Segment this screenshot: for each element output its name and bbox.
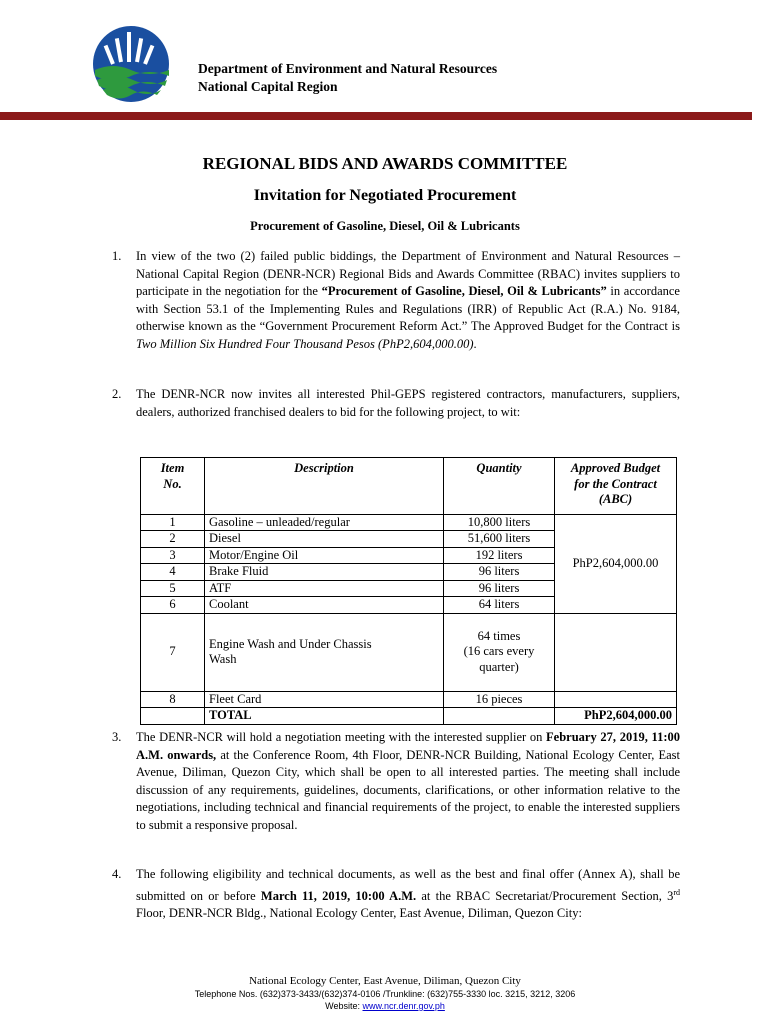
- agency-line-2: National Capital Region: [198, 79, 338, 94]
- footer-website: Website: www.ncr.denr.gov.ph: [325, 1001, 445, 1011]
- total-label: TOTAL: [205, 708, 444, 725]
- committee-title: REGIONAL BIDS AND AWARDS COMMITTEE: [202, 154, 568, 173]
- footer-phones: Telephone Nos. (632)373-3433/(632)374-0106 /Trunkline: (632)755-3330 loc. 3215, 3212, 3206: [194, 989, 576, 999]
- paragraph-4: 4. The following eligibility and technical documents, as well as the best and final offer (Annex A), shall be submitted on or before March 11, 2019, 10:00 A.M. at the RBAC Secretariat/Procurement Section, 3rd Floor, DENR-NCR Bldg., National Ecology Center, East Avenue, Diliman, Quezon City:: [112, 867, 681, 921]
- paragraph-1: 1. In view of the two (2) failed public biddings, the Department of Environment and Natural Resources – National Capital Region (DENR-NCR) Regional Bids and Awards Committee (RBAC) invites suppliers to participate in the negotiation for the “Procurement of Gasoline, Diesel, Oil & Lubricants” in accordance with Section 53.1 of the Implementing Rules and Regulations (IRR) of Republic Act (R.A.) No. 9184, otherwise known as the “Government Procurement Reform Act.” The Approved Budget for the Contract is Two Million Six Hundred Four Thousand Pesos (PhP2,604,000.00).: [112, 249, 680, 351]
- table-row: 3 Motor/Engine Oil 192 liters: [141, 547, 677, 564]
- denr-logo: [83, 24, 179, 104]
- invitation-title: Invitation for Negotiated Procurement: [253, 187, 517, 204]
- table-row: 6 Coolant 64 liters: [141, 597, 677, 614]
- table-row: 2 Diesel 51,600 liters: [141, 531, 677, 548]
- table-row: 5 ATF 96 liters: [141, 580, 677, 597]
- website-link[interactable]: www.ncr.denr.gov.ph: [362, 1001, 445, 1011]
- table-row: 4 Brake Fluid 96 liters: [141, 564, 677, 581]
- table-row: 7 Engine Wash and Under Chassis Wash 64 times (16 cars every quarter): [141, 613, 677, 691]
- paragraph-number: 2.: [112, 387, 122, 401]
- footer-address: National Ecology Center, East Avenue, Diliman, Quezon City: [249, 975, 521, 987]
- table-header-row: [141, 458, 677, 515]
- agency-name: [198, 60, 497, 96]
- paragraph-number: 4.: [112, 867, 122, 881]
- total-value: PhP2,604,000.00: [555, 708, 677, 725]
- paragraph-2: 2. The DENR-NCR now invites all interested Phil-GEPS registered contractors, manufacturers, suppliers, dealers, authorized franchised dealers to bid for the following project, to wit:: [112, 387, 680, 419]
- header-item-no: Item No.: [141, 458, 205, 515]
- table-row: 8 Fleet Card 16 pieces: [141, 691, 677, 708]
- header-rule: [0, 112, 752, 120]
- agency-line-1: Department of Environment and Natural Resources: [198, 61, 498, 76]
- paragraph-3: 3. The DENR-NCR will hold a negotiation meeting with the interested supplier on February 27, 2019, 11:00 A.M. onwards, at the Conference Room, 4th Floor, DENR-NCR Building, National Ecology Center, East Avenue, Diliman, Quezon City, which shall be open to all interested parties. The meeting shall include discussion of any requirements, guidelines, documents, clarifications, or other information relative to the negotiations, including technical and financial requirements of the project, to enable the interested suppliers to submit a responsive proposal.: [112, 730, 681, 832]
- abc-value: PhP2,604,000.00: [555, 514, 677, 613]
- subject-title: Procurement of Gasoline, Diesel, Oil & Lubricants: [250, 219, 520, 233]
- table-row: 1 Gasoline – unleaded/regular 10,800 liters PhP2,604,000.00: [141, 514, 677, 531]
- total-row: [141, 708, 677, 725]
- header-quantity: Quantity: [444, 458, 555, 515]
- paragraph-number: 1.: [112, 249, 122, 263]
- header-abc: Approved Budget for the Contract (ABC): [555, 458, 677, 515]
- paragraph-number: 3.: [112, 730, 122, 744]
- procurement-table: [140, 457, 677, 725]
- header-description: Description: [205, 458, 444, 515]
